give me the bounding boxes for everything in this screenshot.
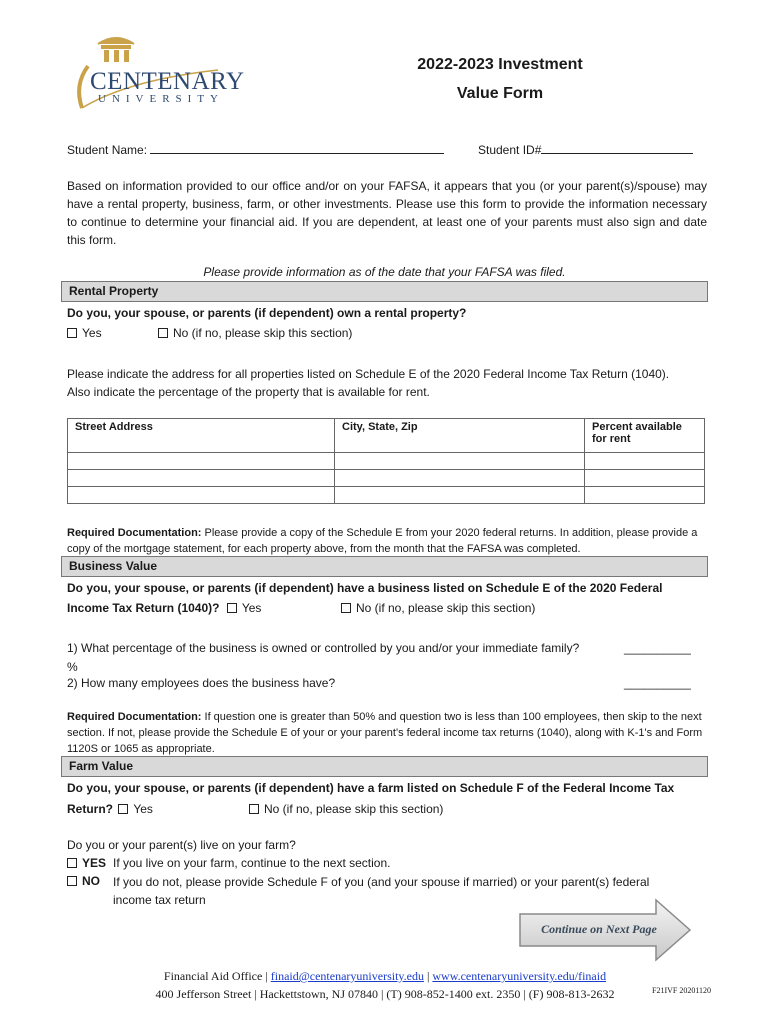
table-cell[interactable] [335,487,585,504]
footer-contact [100,968,670,985]
business-no-checkbox[interactable] [341,603,351,613]
table-cell[interactable] [68,453,335,470]
farm-live-yes-checkbox[interactable] [67,858,77,868]
business-q1: 1) What percentage of the business is owned or controlled by you and/or your immediate family? [67,641,580,655]
intro-paragraph: Based on information provided to our office and/or on your FAFSA, it appears that you (or your parent(s)/spouse) may have a rental property, business, farm, or other investments. Please use this form to provide the information necessary to continue to determine your financial aid. If you are dependent, at least one of your parents must also sign and date this form. [67,179,707,247]
business-no-label: No (if no, please skip this section) [356,601,536,615]
farm-live-no-label: NO [82,874,100,888]
business-q2: 2) How many employees does the business have? [67,676,336,690]
business-doc-label: Required Documentation: [67,711,202,723]
farm-no-option[interactable] [249,801,443,818]
business-q1-blank[interactable]: __________ [624,641,691,655]
rental-doc-text: Please provide a copy of the Schedule E from your 2020 federal returns. In addition, please provide a copy of the mortgage statement, for each property above, from the month that the FAFSA was completed. [67,527,698,555]
instruction-text: Please provide information as of the date that your FAFSA was filed. [203,265,566,279]
business-doc-text: If question one is greater than 50% and question two is less than 100 employees, then skip to the next section. If not, please provide the Schedule E of your or your parent's federal income tax returns (1040), along with K-1's and Form 1120S or 1065 as appropriate. [67,711,703,755]
business-yes-label: Yes [241,601,262,615]
table-cell[interactable] [68,487,335,504]
footer-office: Financial Aid Office | [163,969,268,983]
farm-live-question: Do you or your parent(s) live on your farm? [67,838,296,852]
farm-no-checkbox[interactable] [249,804,259,814]
col-percent-rent: Percent available for rent [585,419,705,453]
farm-live-no-checkbox[interactable] [67,876,77,886]
form-code: F21IVF 20201120 [652,986,712,995]
footer-separator: | [426,969,430,983]
rental-no-label: No (if no, please skip this section) [173,326,353,340]
university-logo [68,30,245,112]
rental-required-doc [67,525,707,557]
farm-live-yes-label: YES [82,856,107,870]
farm-live-no-text-line-2: income tax return [113,893,206,907]
farm-section-header: Farm Value [61,756,708,777]
rental-address-instructions: Please indicate the address for all properties listed on Schedule E of the 2020 Federal Income Tax Return (1040). Also indicate the percentage of the property that is available for rent. [67,367,670,399]
table-cell[interactable] [585,453,705,470]
farm-question-line-2: Return? [67,802,113,816]
col-city-state-zip: City, State, Zip [335,419,585,453]
farm-live-no-option[interactable] [67,873,100,890]
page-title [380,50,620,108]
farm-question: Do you, your spouse, or parents (if dependent) have a farm listed on Schedule F of the Federal Income Tax [67,781,675,795]
rental-doc-label: Required Documentation: [67,527,202,539]
continue-label: Continue on Next Page [541,922,657,936]
table-cell[interactable] [68,470,335,487]
student-name-line[interactable] [150,142,444,154]
farm-no-label: No (if no, please skip this section) [264,802,444,816]
table-cell[interactable] [335,470,585,487]
student-name-label: Student Name: [67,143,148,157]
table-row[interactable] [68,487,705,504]
student-id-line[interactable] [541,142,693,154]
business-question-line-2-row [67,600,261,617]
table-header-row [68,419,705,453]
rental-question: Do you, your spouse, or parents (if dependent) own a rental property? [67,306,467,320]
business-section-header: Business Value [61,556,708,577]
student-id-field[interactable] [478,142,708,159]
business-q2-blank[interactable]: __________ [624,676,691,690]
table-row[interactable] [68,453,705,470]
title-line-2: Value Form [456,85,544,102]
footer-website-link[interactable]: www.centenaryuniversity.edu/finaid [432,969,607,983]
farm-question-line-2-row [67,801,153,818]
footer-address: 400 Jefferson Street | Hackettstown, NJ 07840 | (T) 908-852-1400 ext. 2350 | (F) 908-813-2632 [155,987,615,1001]
farm-live-no-text-line-1: If you do not, please provide Schedule F of you (and your spouse if married) or your parent(s) federal [113,875,650,889]
col-street-address: Street Address [68,419,335,453]
student-name-field[interactable] [67,142,457,159]
property-table [67,418,705,504]
rental-no-checkbox[interactable] [158,328,168,338]
table-cell[interactable] [585,470,705,487]
farm-live-yes-text: If you live on your farm, continue to the next section. [113,856,391,870]
farm-yes-checkbox[interactable] [118,804,128,814]
table-cell[interactable] [585,487,705,504]
rental-no-option[interactable] [158,325,352,342]
rental-section-header: Rental Property [61,281,708,302]
student-id-label: Student ID# [478,143,542,157]
logo-name: CENTENARY [90,68,245,95]
footer-email-link[interactable]: finaid@centenaryuniversity.edu [270,969,424,983]
farm-yes-label: Yes [133,802,153,816]
business-yes-checkbox[interactable] [227,603,237,613]
rental-yes-option[interactable] [67,325,102,342]
table-row[interactable] [68,470,705,487]
business-required-doc [67,709,707,757]
rental-yes-label: Yes [82,326,102,340]
continue-arrow [518,898,694,962]
title-line-1: 2022-2023 Investment [417,56,583,73]
rental-yes-checkbox[interactable] [67,328,77,338]
business-q1-unit: % [67,660,78,674]
business-no-option[interactable] [341,600,535,617]
business-question-line-2: Income Tax Return (1040)? [67,601,220,615]
table-cell[interactable] [335,453,585,470]
business-question: Do you, your spouse, or parents (if dependent) have a business listed on Schedule E of the 2020 Federal [67,581,663,595]
farm-live-yes-option[interactable] [67,855,106,872]
logo-subname: UNIVERSITY [98,93,224,105]
